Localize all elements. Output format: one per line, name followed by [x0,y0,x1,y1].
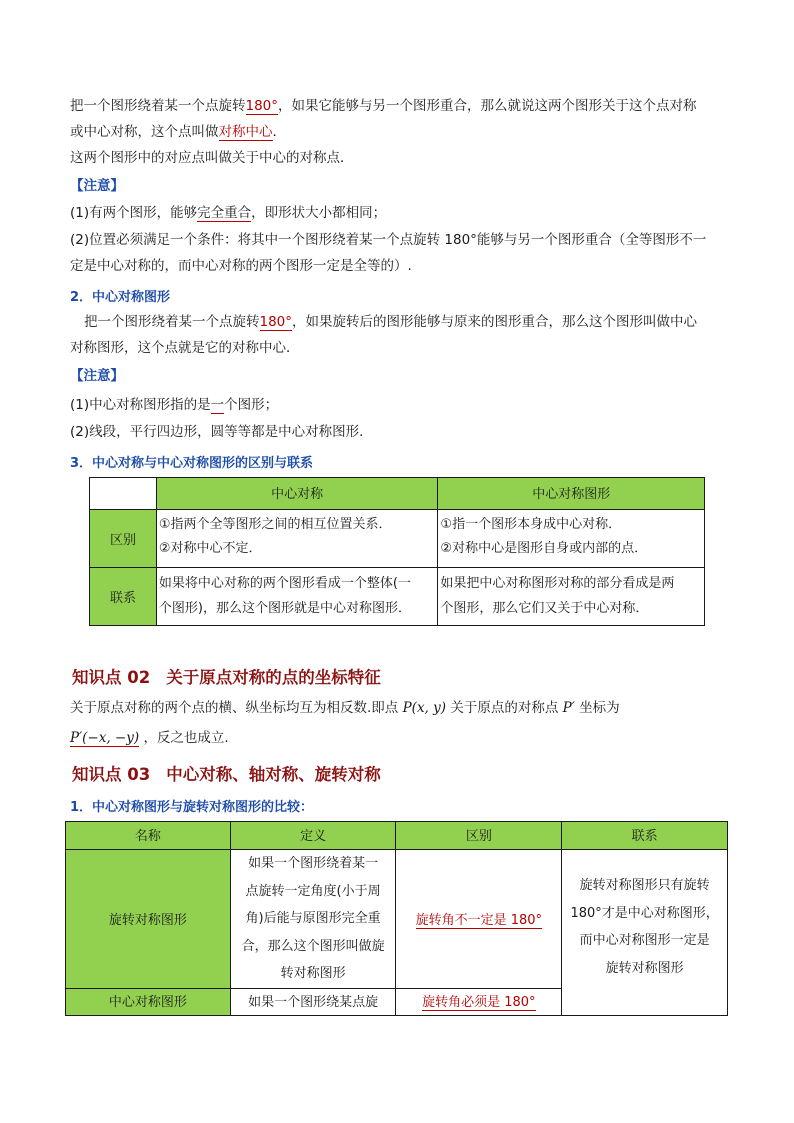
table-row [66,822,728,850]
symmetric-point-formula: P′(−x, −y) [70,730,140,746]
table-cell: ①指一个图形本身成中心对称． ②对称中心是图形自身或内部的点． [438,510,705,568]
table-corner-cell [90,478,157,510]
sec2-line-1: 把一个图形绕着某一个点旋转180°，如果旋转后的图形能够与原来的图形重合，那么这个图形叫做中心 [84,314,698,330]
angle-180-highlight: 180° [245,98,279,114]
comparison-table-1 [89,477,705,626]
full-overlap-term: 完全重合 [197,205,252,221]
header-definition: 定义 [230,822,396,850]
row-label-difference: 区别 [90,510,157,568]
kp2-line-2: P′(−x, −y) ，反之也成立. [70,730,229,746]
angle-180-highlight: 180° [259,314,293,330]
rotation-angle-must-180: 旋转角必须是 180° [422,994,536,1010]
section-heading-difference-relation: 3．中心对称与中心对称图形的区别与联系 [70,456,314,471]
table-row [90,478,705,510]
section-heading-central-symmetric-figure: 2．中心对称图形 [70,290,171,305]
header-relation: 联系 [562,822,728,850]
note-title: 【注意】 [70,178,124,194]
note-item-2-line-1: (2)位置必须满足一个条件：将其中一个图形绕着某一个点旋转 180°能够与另一个图形重合（全等图形不一 [70,232,707,248]
rotation-angle-not-180: 旋转角不一定是 180° [415,913,543,929]
sec2-line-2: 对称图形，这个点就是它的对称中心． [70,340,300,356]
row-name-rotational-symmetric: 旋转对称图形 [66,850,231,989]
table-cell: 如果把中心对称图形对称的部分看成是两 个图形，那么它们又关于中心对称． [438,568,705,626]
header-name: 名称 [66,822,231,850]
comparison-table-2 [65,821,728,1016]
table-row [90,510,705,568]
row-name-central-symmetric: 中心对称图形 [66,988,231,1015]
table-cell: 如果一个图形绕某点旋 [230,988,396,1015]
table-cell [396,850,562,989]
header-central-symmetry: 中心对称 [156,478,438,510]
table-row [66,850,728,989]
table-row [90,568,705,626]
knowledge-point-02-heading: 知识点 02 关于原点对称的点的坐标特征 [72,668,381,687]
table-cell: ①指两个全等图形之间的相互位置关系． ②对称中心不定． [156,510,438,568]
header-central-symmetric-figure: 中心对称图形 [438,478,705,510]
table-cell: 如果一个图形绕着某一 点旋转一定角度(小于周 角)后能与原图形完全重 合，那么这个图形叫做旋 转对称图形 [230,850,396,989]
note-item-2-line-2: 定是中心对称的，而中心对称的两个图形一定是全等的）. [70,258,412,274]
table-cell: 如果将中心对称的两个图形看成一个整体(一 个图形)，那么这个图形就是中心对称图形． [156,568,438,626]
kp2-line-1: 关于原点对称的两个点的横、纵坐标均互为相反数.即点 P(x, y) 关于原点的对称点 P′ 坐标为 [70,700,620,716]
table-cell [396,988,562,1015]
note2-item-1: (1)中心对称图形指的是一个图形； [70,397,279,413]
knowledge-point-03-heading: 知识点 03 中心对称、轴对称、旋转对称 [72,765,381,784]
note-title: 【注意】 [70,368,124,384]
note2-item-2: (2)线段，平行四边形，圆等等都是中心对称图形. [70,424,364,440]
definition-line-2: 或中心对称，这个点叫做对称中心． [70,124,286,140]
note-item-1: (1)有两个图形，能够完全重合，即形状大小都相同； [70,205,387,221]
one-figure-term: 一 [210,397,225,413]
symmetry-center-term: 对称中心 [218,124,273,140]
table-cell-relation: 旋转对称图形只有旋转 180°才是中心对称图形， 而中心对称图形一定是 旋转对称图形 [562,850,728,1016]
header-difference: 区别 [396,822,562,850]
definition-line-1: 把一个图形绕着某一个点旋转180°，如果它能够与另一个图形重合，那么就说这两个图形关于这个点对称 [70,98,697,114]
kp3-subheading: 1．中心对称图形与旋转对称图形的比较： [70,800,314,815]
definition-line-3: 这两个图形中的对应点叫做关于中心的对称点． [70,150,354,166]
row-label-relation: 联系 [90,568,157,626]
